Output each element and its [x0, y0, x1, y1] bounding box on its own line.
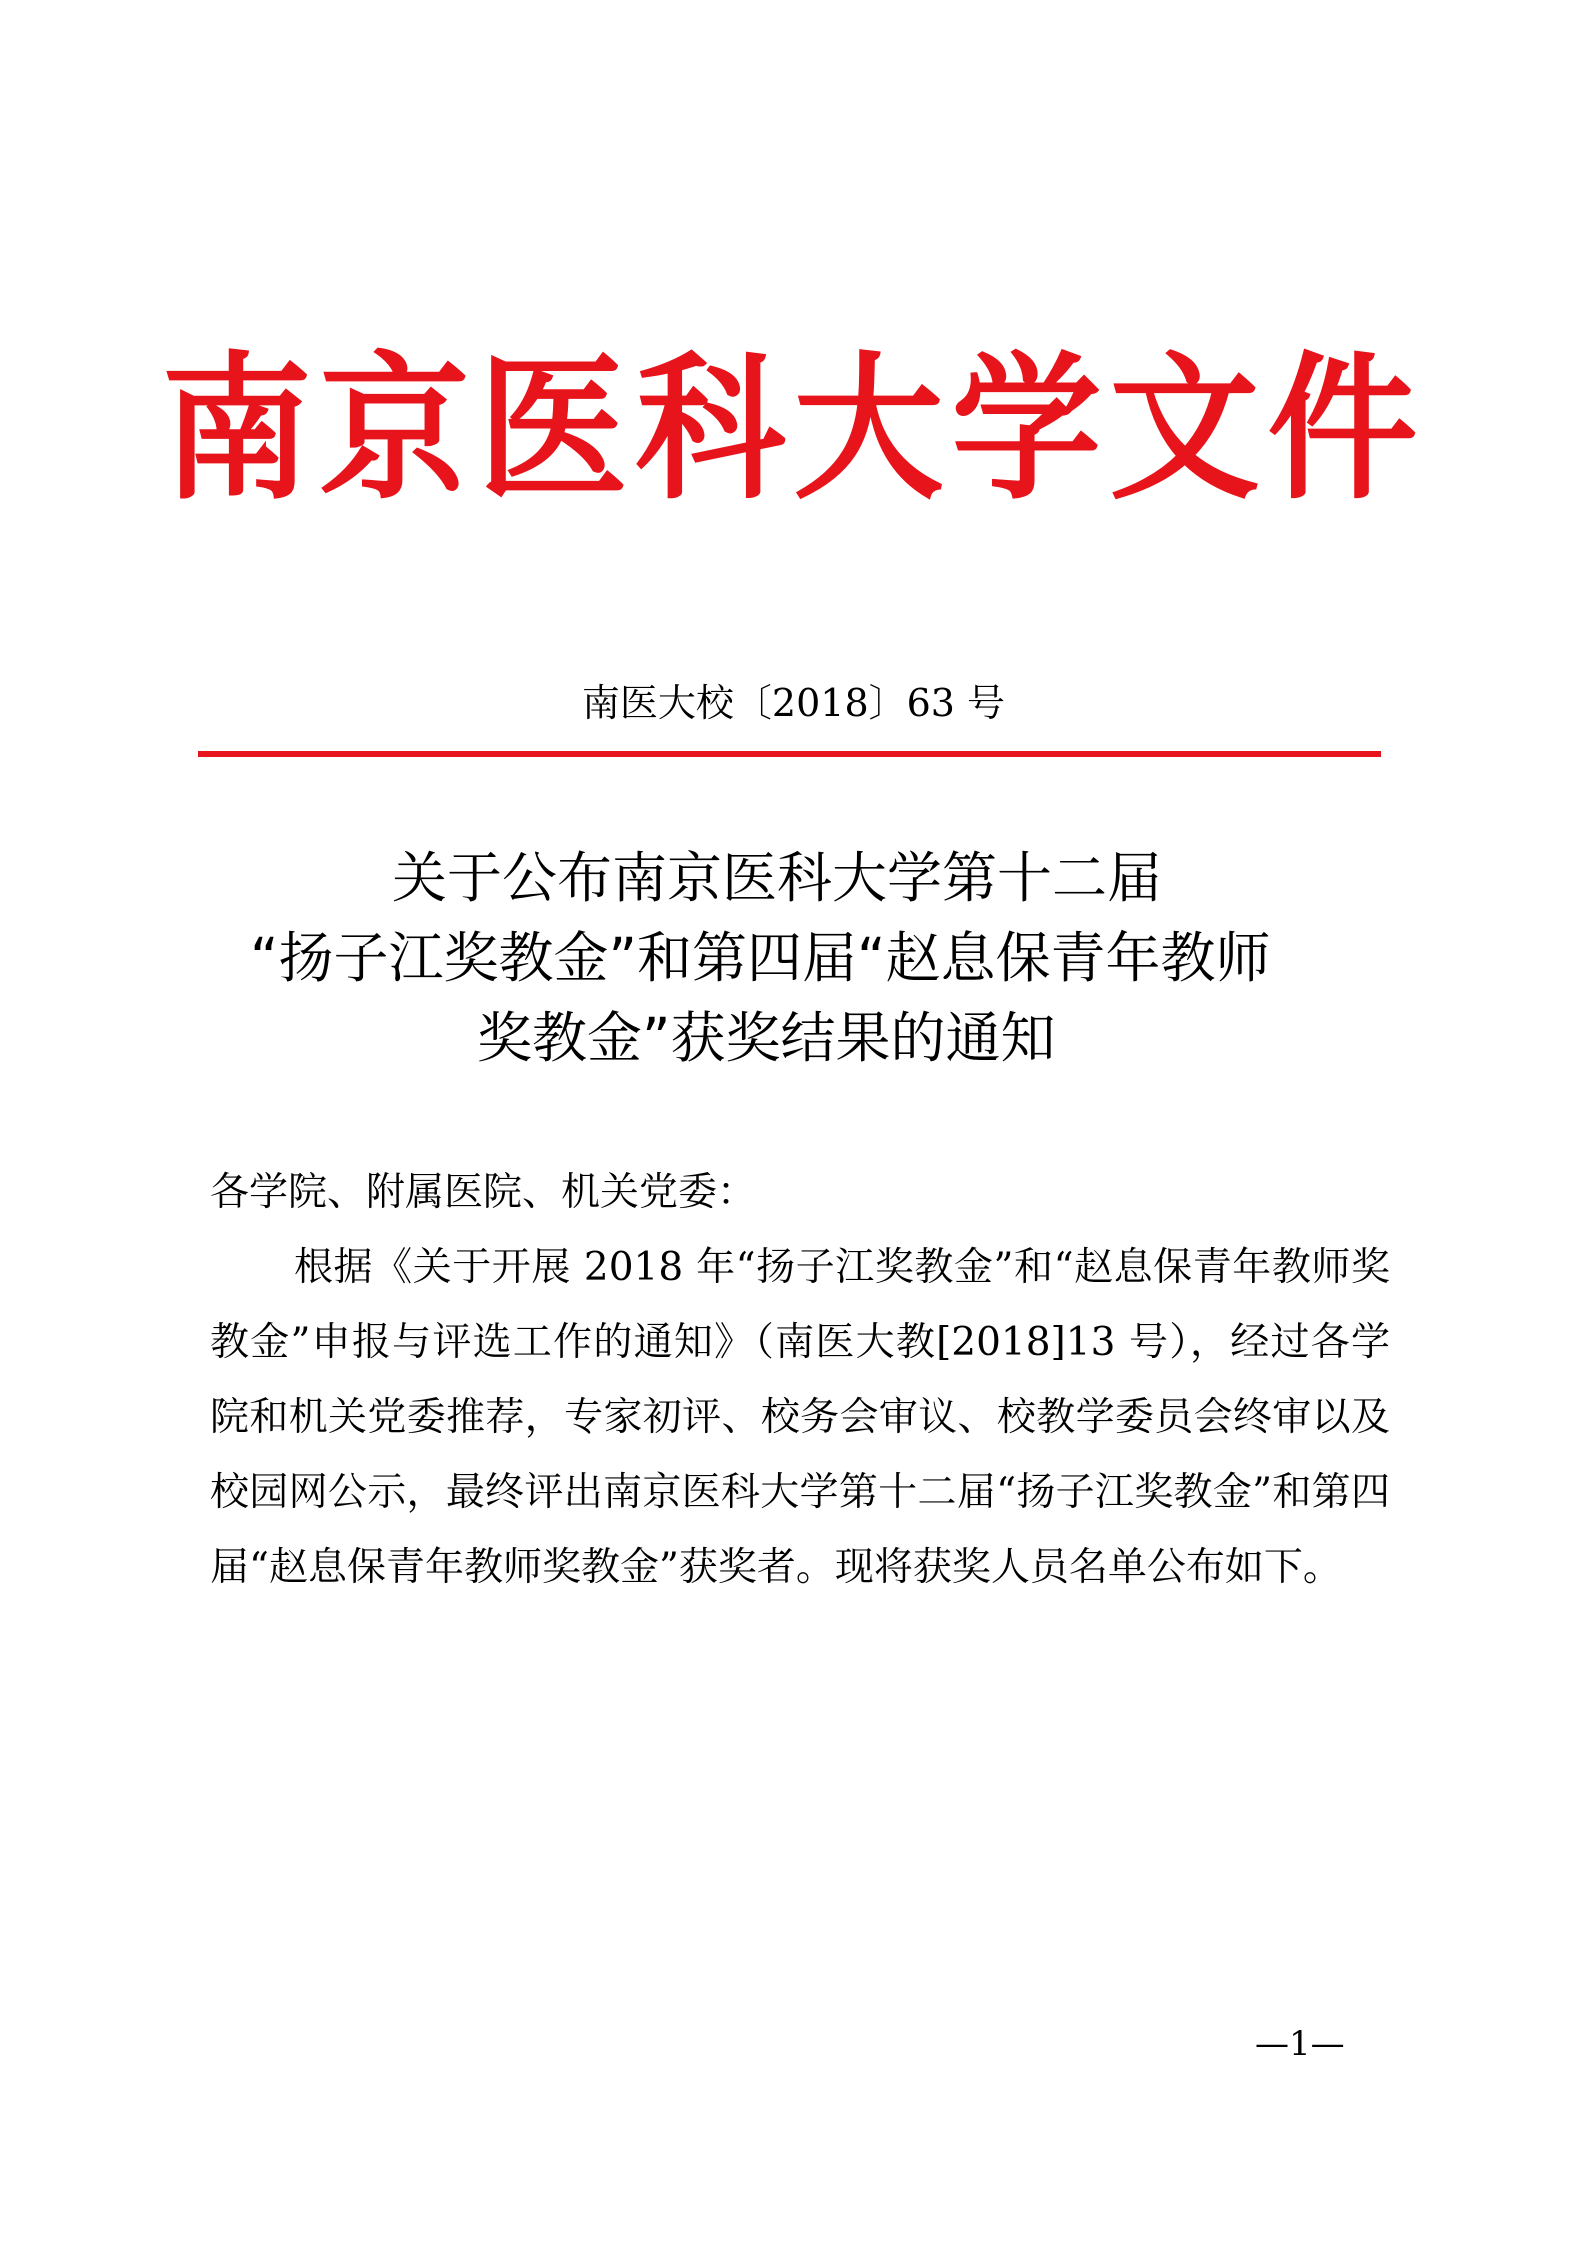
notice-title-line-2: “扬子江奖教金”和第四届“赵息保青年教师 — [250, 926, 1271, 990]
letterhead-title: 南京医科大学文件 — [161, 338, 1426, 522]
page-number: —1— — [1255, 2024, 1345, 2064]
notice-title — [230, 838, 1400, 1078]
salutation: 各学院、附属医院、机关党委： — [210, 1170, 757, 1215]
body-paragraph: 根据《关于开展 2018 年“扬子江奖教金”和“赵息保青年教师奖教金”申报与评选工作的通知》（南医大教[2018]13 号），经过各学院和机关党委推荐，专家初评、校务会审议、校教学委员会终审以及校园网公示，最终评出南京医科大学第十二届“扬子江奖教金”和第四届“赵息保青年教师奖教金”获奖者。现将获奖人员名单公布如下。 — [210, 1245, 1390, 1590]
notice-title-line-3: 奖教金”获奖结果的通知 — [477, 1006, 1056, 1070]
notice-body — [210, 1155, 1390, 1605]
notice-title-line-1: 关于公布南京医科大学第十二届 — [392, 846, 1163, 910]
red-divider-line — [198, 751, 1381, 757]
document-number: 南医大校〔2018〕63 号 — [581, 681, 1006, 725]
